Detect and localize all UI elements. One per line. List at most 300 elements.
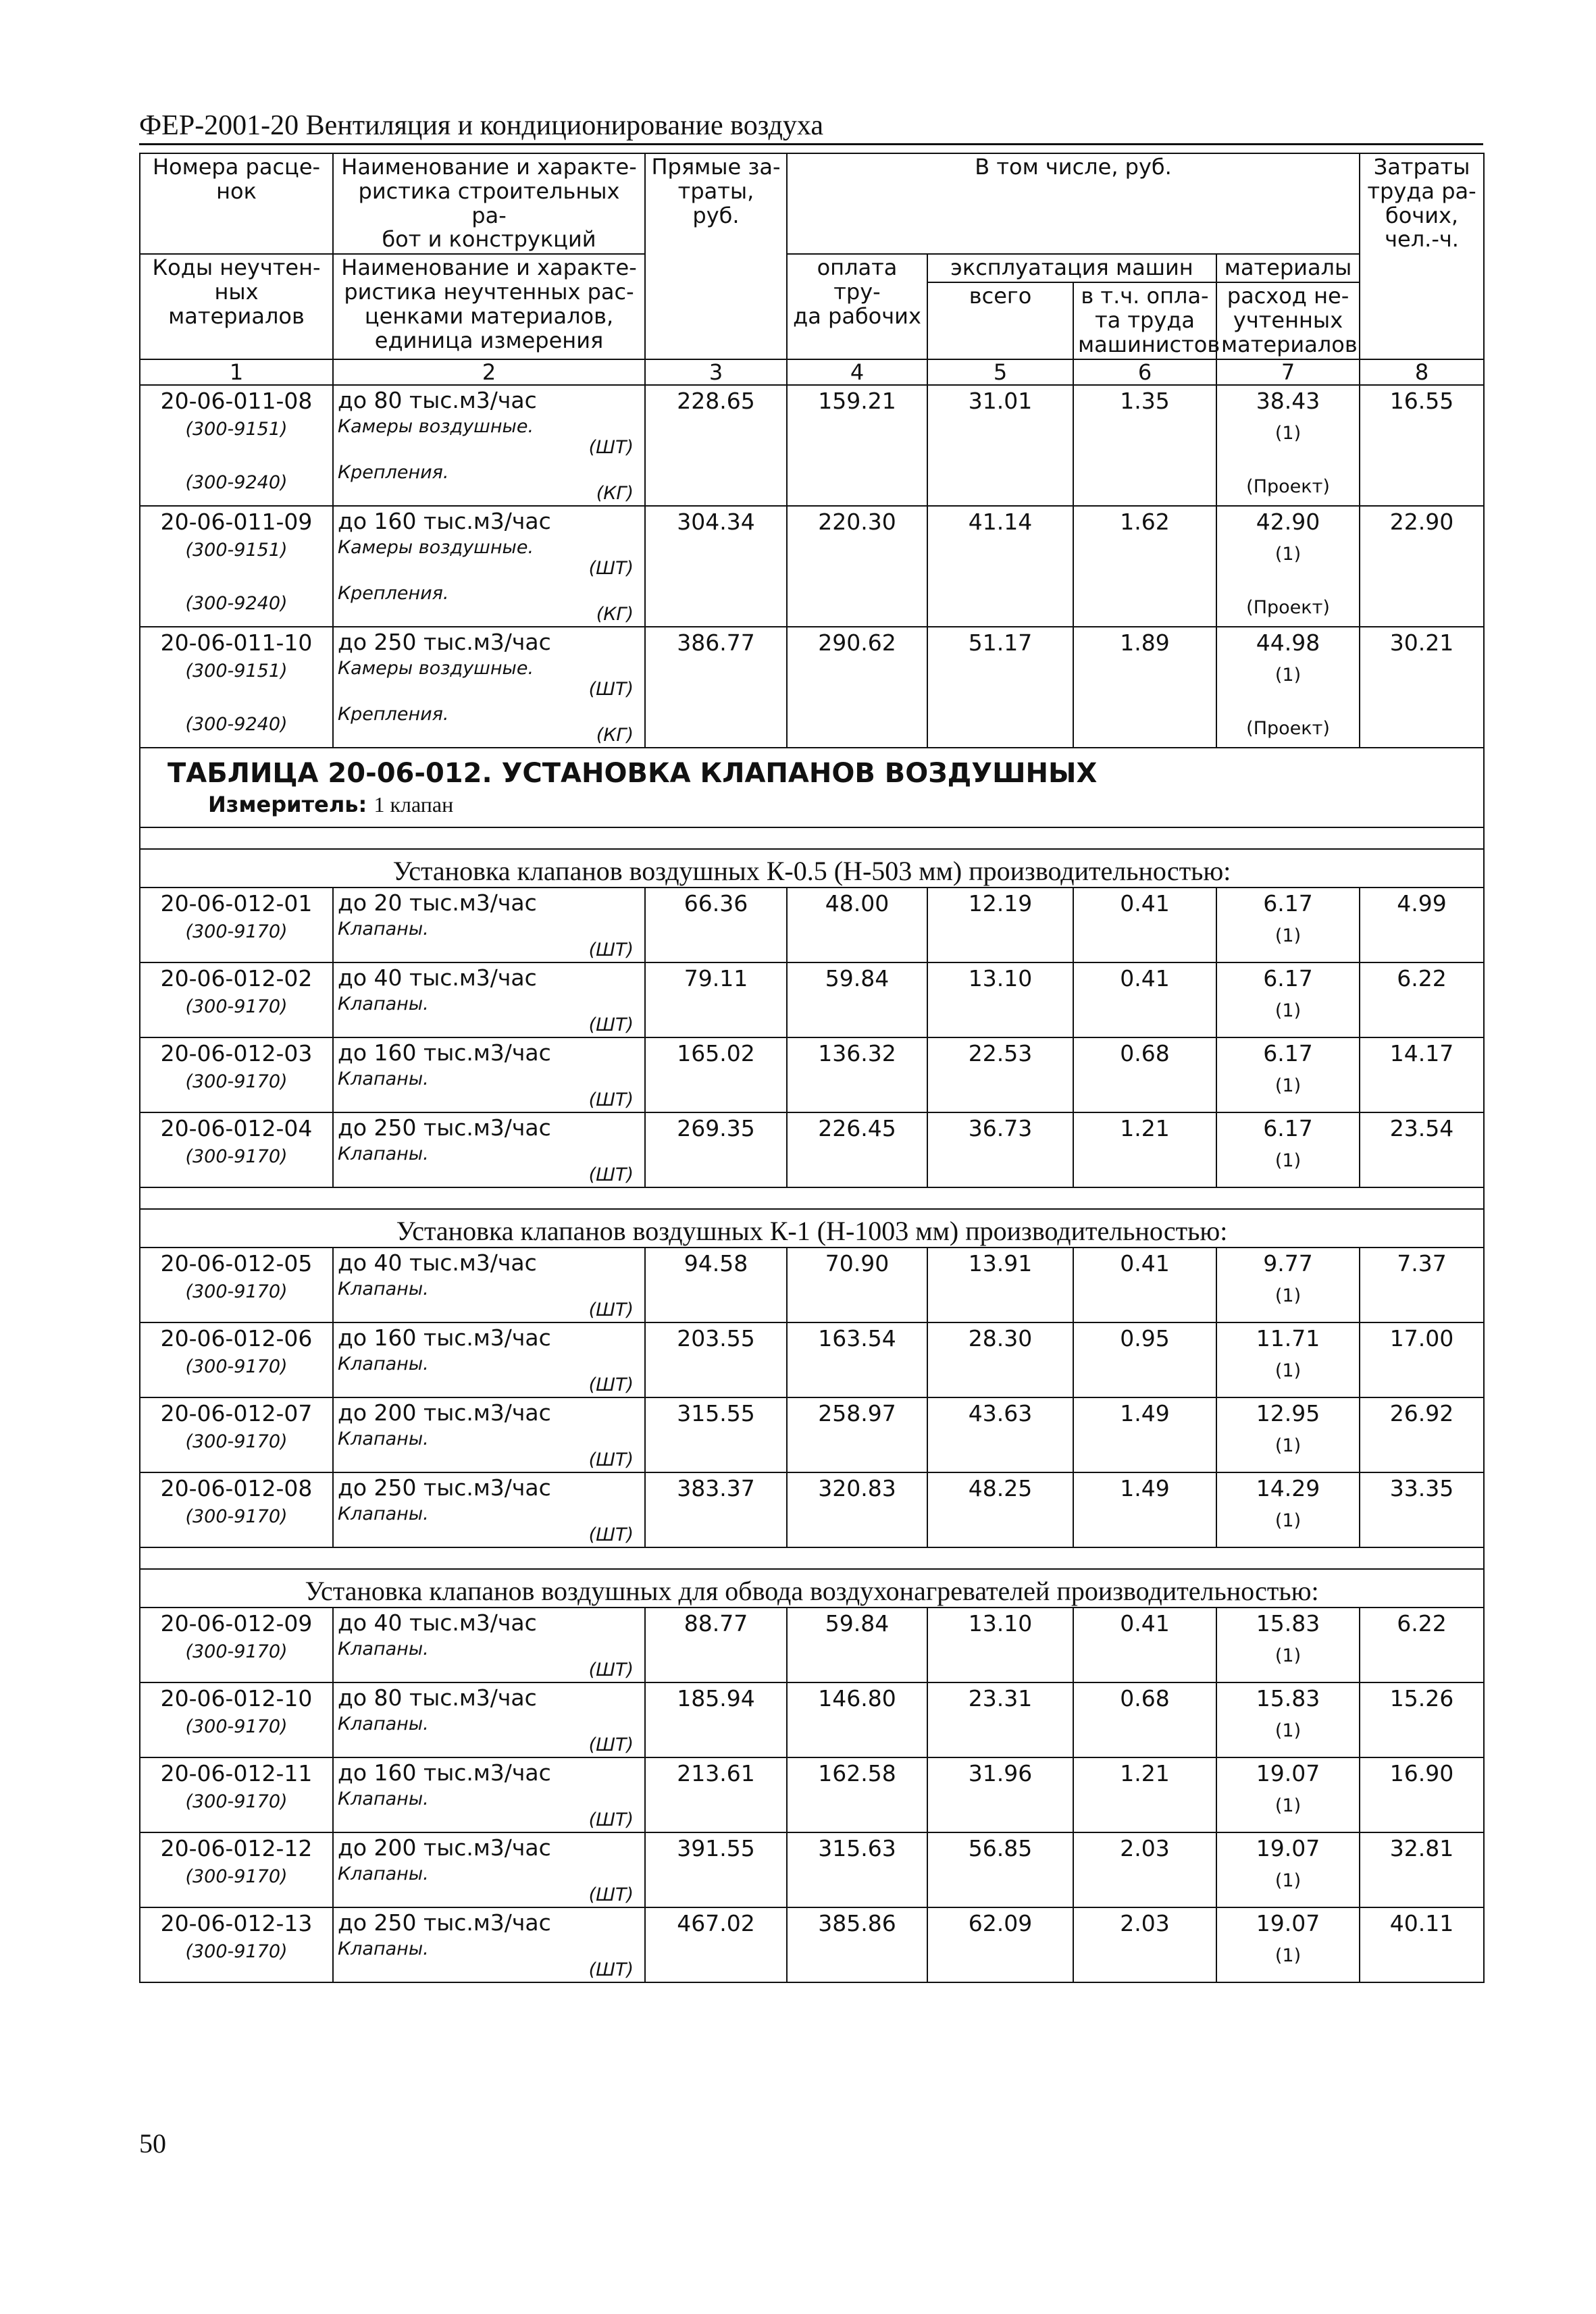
labor-cost: 6.22 bbox=[1397, 965, 1447, 992]
rate-code: 20-06-012-09 bbox=[160, 1610, 313, 1637]
rate-row bbox=[140, 1037, 1484, 1112]
col-number: 2 bbox=[333, 359, 645, 386]
machine-cost-cell bbox=[927, 385, 1073, 506]
section-heading-row bbox=[140, 1209, 1484, 1248]
rate-name-cell bbox=[333, 385, 645, 506]
rate-name: до 250 тыс.м3/час bbox=[338, 629, 551, 656]
rate-name: до 40 тыс.м3/час bbox=[338, 965, 537, 992]
rate-name: до 80 тыс.м3/час bbox=[338, 1685, 537, 1712]
labor-cost: 22.90 bbox=[1389, 509, 1454, 536]
rate-row bbox=[140, 627, 1484, 748]
material-unit: (ШТ) bbox=[588, 1300, 634, 1321]
materials-cell bbox=[1216, 888, 1360, 962]
labor-cost: 15.26 bbox=[1389, 1685, 1454, 1712]
material-qty: (1) bbox=[1275, 925, 1302, 947]
material-code: (300-9170) bbox=[185, 1641, 288, 1663]
workers-pay-cell bbox=[787, 1682, 927, 1757]
direct-cost-cell bbox=[645, 1757, 787, 1832]
machine-cost-cell bbox=[927, 506, 1073, 627]
rate-row bbox=[140, 1608, 1484, 1682]
rate-code-cell bbox=[140, 1112, 333, 1187]
materials-cost: 9.77 bbox=[1263, 1250, 1313, 1277]
materials-cost: 6.17 bbox=[1263, 1040, 1313, 1067]
drivers-pay: 1.49 bbox=[1120, 1475, 1170, 1502]
machine-cost: 31.01 bbox=[968, 388, 1033, 415]
workers-pay-cell bbox=[787, 1832, 927, 1907]
workers-pay: 226.45 bbox=[818, 1115, 896, 1142]
col-name-header: Наименование и характе- ристика строительных ра- бот и конструкций bbox=[333, 153, 645, 254]
materials-cell bbox=[1216, 1112, 1360, 1187]
rate-code: 20-06-011-09 bbox=[160, 509, 313, 536]
page-number: 50 bbox=[139, 2128, 166, 2159]
drivers-pay: 1.49 bbox=[1120, 1400, 1170, 1427]
labor-cell bbox=[1360, 385, 1484, 506]
rate-name-cell bbox=[333, 1112, 645, 1187]
labor-cost: 4.99 bbox=[1397, 890, 1447, 917]
material-unit: (ШТ) bbox=[588, 940, 634, 961]
drivers-pay-cell bbox=[1073, 962, 1216, 1037]
rate-name-cell bbox=[333, 1682, 645, 1757]
rate-row bbox=[140, 1112, 1484, 1187]
machine-cost-cell bbox=[927, 627, 1073, 748]
machine-cost-cell bbox=[927, 1112, 1073, 1187]
materials-cost: 42.90 bbox=[1256, 509, 1320, 536]
section-heading: Установка клапанов воздушных для обвода воздухонагревателей производительностью: bbox=[140, 1569, 1484, 1608]
drivers-pay: 0.68 bbox=[1120, 1685, 1170, 1712]
machine-cost-cell bbox=[927, 1757, 1073, 1832]
material-qty: (1) bbox=[1275, 1870, 1302, 1892]
workers-pay-cell bbox=[787, 1608, 927, 1682]
material-code: (300-9170) bbox=[185, 1356, 288, 1378]
machine-cost: 28.30 bbox=[968, 1325, 1033, 1352]
labor-cell bbox=[1360, 1832, 1484, 1907]
materials-cost: 38.43 bbox=[1256, 388, 1320, 415]
direct-cost: 386.77 bbox=[677, 629, 755, 657]
rate-code: 20-06-012-06 bbox=[160, 1325, 313, 1352]
material-unit: (ШТ) bbox=[588, 1734, 634, 1756]
workers-pay-cell bbox=[787, 1472, 927, 1547]
rate-row bbox=[140, 1682, 1484, 1757]
material-unit: (КГ) bbox=[596, 483, 634, 505]
rate-name: до 160 тыс.м3/час bbox=[338, 1039, 551, 1066]
material-code: (300-9170) bbox=[185, 996, 288, 1018]
section-spacer-row bbox=[140, 1187, 1484, 1209]
drivers-pay: 2.03 bbox=[1120, 1835, 1170, 1862]
labor-cell bbox=[1360, 1397, 1484, 1472]
material-qty: (1) bbox=[1275, 1720, 1302, 1742]
col-machines-header: эксплуатация машин bbox=[927, 254, 1216, 282]
labor-cost: 7.37 bbox=[1397, 1250, 1447, 1277]
rate-name: до 160 тыс.м3/час bbox=[338, 508, 551, 535]
drivers-pay: 0.41 bbox=[1120, 1610, 1170, 1637]
workers-pay: 290.62 bbox=[818, 629, 896, 657]
material-project: (Проект) bbox=[1246, 718, 1330, 740]
labor-cell bbox=[1360, 888, 1484, 962]
rate-code-cell bbox=[140, 1757, 333, 1832]
machine-cost: 56.85 bbox=[968, 1835, 1033, 1862]
rate-name-cell bbox=[333, 962, 645, 1037]
direct-cost: 185.94 bbox=[677, 1685, 755, 1712]
labor-cost: 6.22 bbox=[1397, 1610, 1447, 1637]
direct-cost-cell bbox=[645, 1322, 787, 1397]
drivers-pay: 1.21 bbox=[1120, 1760, 1170, 1787]
machine-cost: 41.14 bbox=[968, 509, 1033, 536]
drivers-pay-cell bbox=[1073, 1832, 1216, 1907]
labor-cell bbox=[1360, 1112, 1484, 1187]
rate-name-cell bbox=[333, 1037, 645, 1112]
direct-cost-cell bbox=[645, 506, 787, 627]
rate-row bbox=[140, 962, 1484, 1037]
labor-cost: 14.17 bbox=[1389, 1040, 1454, 1067]
rate-code: 20-06-012-07 bbox=[160, 1400, 313, 1427]
drivers-pay: 1.62 bbox=[1120, 509, 1170, 536]
drivers-pay: 0.41 bbox=[1120, 965, 1170, 992]
header-rule bbox=[139, 143, 1483, 145]
machine-cost: 36.73 bbox=[968, 1115, 1033, 1142]
col-number: 4 bbox=[787, 359, 927, 386]
direct-cost-cell bbox=[645, 1397, 787, 1472]
header-row-2 bbox=[140, 254, 1484, 282]
rate-code-cell bbox=[140, 1907, 333, 1982]
section-spacer bbox=[140, 1547, 1484, 1569]
rate-code: 20-06-011-10 bbox=[160, 629, 313, 657]
material-name: Клапаны. bbox=[338, 1639, 429, 1660]
direct-cost: 391.55 bbox=[677, 1835, 755, 1862]
rate-code: 20-06-012-05 bbox=[160, 1250, 313, 1277]
col-labor-header: Затраты труда ра- бочих, чел.-ч. bbox=[1360, 153, 1484, 359]
labor-cell bbox=[1360, 627, 1484, 748]
rate-name: до 160 тыс.м3/час bbox=[338, 1325, 551, 1352]
rate-name: до 20 тыс.м3/час bbox=[338, 890, 537, 917]
material-unit: (ШТ) bbox=[588, 1449, 634, 1471]
machine-cost: 23.31 bbox=[968, 1685, 1033, 1712]
rate-row bbox=[140, 1832, 1484, 1907]
materials-cost: 15.83 bbox=[1256, 1685, 1320, 1712]
workers-pay: 220.30 bbox=[818, 509, 896, 536]
rate-row bbox=[140, 888, 1484, 962]
direct-cost: 88.77 bbox=[684, 1610, 748, 1637]
rate-code-cell bbox=[140, 1037, 333, 1112]
material-qty: (1) bbox=[1275, 1000, 1302, 1022]
direct-cost-cell bbox=[645, 962, 787, 1037]
materials-cost: 6.17 bbox=[1263, 1115, 1313, 1142]
material-qty: (1) bbox=[1275, 544, 1302, 565]
rate-name: до 250 тыс.м3/час bbox=[338, 1909, 551, 1936]
materials-cost: 19.07 bbox=[1256, 1835, 1320, 1862]
material-code: (300-9170) bbox=[185, 1071, 288, 1093]
materials-cell bbox=[1216, 506, 1360, 627]
col-codes-header: Номера расце- нок bbox=[140, 153, 333, 254]
material-code: (300-9240) bbox=[185, 472, 288, 494]
workers-pay: 162.58 bbox=[818, 1760, 896, 1787]
direct-cost-cell bbox=[645, 1907, 787, 1982]
col-number: 7 bbox=[1216, 359, 1360, 386]
material-code: (300-9170) bbox=[185, 1506, 288, 1528]
material-name: Крепления. bbox=[338, 704, 449, 725]
machine-cost: 62.09 bbox=[968, 1910, 1033, 1937]
materials-cell bbox=[1216, 385, 1360, 506]
rate-name-cell bbox=[333, 1472, 645, 1547]
direct-cost: 203.55 bbox=[677, 1325, 755, 1352]
table-title: ТАБЛИЦА 20-06-012. УСТАНОВКА КЛАПАНОВ ВОЗДУШНЫХ bbox=[168, 758, 1098, 790]
material-unit: (ШТ) bbox=[588, 1809, 634, 1831]
rate-name: до 200 тыс.м3/час bbox=[338, 1834, 551, 1861]
material-project: (Проект) bbox=[1246, 476, 1330, 498]
drivers-pay-cell bbox=[1073, 506, 1216, 627]
direct-cost: 269.35 bbox=[677, 1115, 755, 1142]
labor-cost: 40.11 bbox=[1389, 1910, 1454, 1937]
material-name: Клапаны. bbox=[338, 994, 429, 1015]
machine-cost: 13.10 bbox=[968, 965, 1033, 992]
direct-cost: 228.65 bbox=[677, 388, 755, 415]
machine-cost: 43.63 bbox=[968, 1400, 1033, 1427]
machine-cost: 48.25 bbox=[968, 1475, 1033, 1502]
materials-cell bbox=[1216, 1832, 1360, 1907]
material-code: (300-9170) bbox=[185, 1431, 288, 1453]
section-spacer-row bbox=[140, 827, 1484, 849]
table-title-cell bbox=[140, 748, 1484, 827]
material-unit: (ШТ) bbox=[588, 1884, 634, 1906]
measure-line bbox=[168, 792, 1456, 817]
rate-row bbox=[140, 1322, 1484, 1397]
materials-cost: 11.71 bbox=[1256, 1325, 1320, 1352]
rate-row bbox=[140, 1248, 1484, 1322]
materials-cell bbox=[1216, 1608, 1360, 1682]
material-project: (Проект) bbox=[1246, 597, 1330, 619]
drivers-pay-cell bbox=[1073, 385, 1216, 506]
drivers-pay-cell bbox=[1073, 1472, 1216, 1547]
measure-label: Измеритель: bbox=[208, 792, 367, 818]
material-code: (300-9170) bbox=[185, 1146, 288, 1168]
drivers-pay: 1.35 bbox=[1120, 388, 1170, 415]
material-name: Клапаны. bbox=[338, 1279, 429, 1300]
rate-name-cell bbox=[333, 506, 645, 627]
labor-cost: 23.54 bbox=[1389, 1115, 1454, 1142]
rate-name: до 200 тыс.м3/час bbox=[338, 1399, 551, 1426]
rate-row bbox=[140, 385, 1484, 506]
material-unit: (ШТ) bbox=[588, 1164, 634, 1186]
page-header-title: ФЕР-2001-20 Вентиляция и кондиционирование воздуха bbox=[139, 110, 824, 141]
labor-cost: 16.90 bbox=[1389, 1760, 1454, 1787]
rate-code-cell bbox=[140, 888, 333, 962]
section-heading: Установка клапанов воздушных К-1 (Н-1003 мм) производительностью: bbox=[140, 1209, 1484, 1248]
col-matcodes-header: Коды неучтен- ных материалов bbox=[140, 254, 333, 359]
labor-cell bbox=[1360, 1757, 1484, 1832]
material-qty: (1) bbox=[1275, 1150, 1302, 1172]
drivers-pay-cell bbox=[1073, 888, 1216, 962]
direct-cost-cell bbox=[645, 1682, 787, 1757]
section-heading-row bbox=[140, 1569, 1484, 1608]
material-qty: (1) bbox=[1275, 1795, 1302, 1817]
rate-row bbox=[140, 1397, 1484, 1472]
machine-cost-cell bbox=[927, 962, 1073, 1037]
material-name: Клапаны. bbox=[338, 919, 429, 940]
direct-cost: 304.34 bbox=[677, 509, 755, 536]
rate-code: 20-06-011-08 bbox=[160, 388, 313, 415]
material-unit: (ШТ) bbox=[588, 558, 634, 580]
material-code: (300-9151) bbox=[185, 419, 288, 440]
rate-name-cell bbox=[333, 1397, 645, 1472]
machine-cost: 31.96 bbox=[968, 1760, 1033, 1787]
rate-name-cell bbox=[333, 1608, 645, 1682]
rates-table bbox=[139, 153, 1485, 1983]
direct-cost-cell bbox=[645, 1832, 787, 1907]
workers-pay-cell bbox=[787, 1757, 927, 1832]
material-code: (300-9170) bbox=[185, 1716, 288, 1738]
material-name: Клапаны. bbox=[338, 1069, 429, 1090]
col-direct-header: Прямые за- траты, руб. bbox=[645, 153, 787, 359]
workers-pay: 70.90 bbox=[825, 1250, 890, 1277]
machine-cost-cell bbox=[927, 1037, 1073, 1112]
materials-cost: 44.98 bbox=[1256, 629, 1320, 657]
col-mach-total-header: всего bbox=[927, 282, 1073, 359]
direct-cost: 467.02 bbox=[677, 1910, 755, 1937]
rate-row bbox=[140, 1472, 1484, 1547]
rate-name: до 80 тыс.м3/час bbox=[338, 387, 537, 414]
workers-pay: 59.84 bbox=[825, 965, 890, 992]
labor-cell bbox=[1360, 1472, 1484, 1547]
direct-cost: 94.58 bbox=[684, 1250, 748, 1277]
labor-cost: 26.92 bbox=[1389, 1400, 1454, 1427]
rate-code-cell bbox=[140, 1322, 333, 1397]
materials-cost: 19.07 bbox=[1256, 1910, 1320, 1937]
workers-pay: 320.83 bbox=[818, 1475, 896, 1502]
material-qty: (1) bbox=[1275, 1075, 1302, 1097]
material-code: (300-9240) bbox=[185, 714, 288, 736]
drivers-pay: 0.68 bbox=[1120, 1040, 1170, 1067]
workers-pay: 315.63 bbox=[818, 1835, 896, 1862]
workers-pay: 163.54 bbox=[818, 1325, 896, 1352]
drivers-pay: 0.41 bbox=[1120, 890, 1170, 917]
rate-code-cell bbox=[140, 627, 333, 748]
materials-cell bbox=[1216, 1682, 1360, 1757]
direct-cost-cell bbox=[645, 385, 787, 506]
machine-cost-cell bbox=[927, 1682, 1073, 1757]
rate-name: до 250 тыс.м3/час bbox=[338, 1474, 551, 1501]
workers-pay-cell bbox=[787, 385, 927, 506]
direct-cost-cell bbox=[645, 1608, 787, 1682]
rate-name: до 160 тыс.м3/час bbox=[338, 1759, 551, 1786]
material-name: Клапаны. bbox=[338, 1938, 429, 1960]
materials-cell bbox=[1216, 962, 1360, 1037]
rate-name-cell bbox=[333, 1248, 645, 1322]
col-workers-header: оплата тру- да рабочих bbox=[787, 254, 927, 359]
rate-code: 20-06-012-02 bbox=[160, 965, 313, 992]
material-unit: (ШТ) bbox=[588, 679, 634, 700]
col-number: 1 bbox=[140, 359, 333, 386]
rate-name: до 250 тыс.м3/час bbox=[338, 1114, 551, 1141]
workers-pay-cell bbox=[787, 627, 927, 748]
rate-name-cell bbox=[333, 1832, 645, 1907]
labor-cell bbox=[1360, 1322, 1484, 1397]
rate-row bbox=[140, 506, 1484, 627]
machine-cost-cell bbox=[927, 1472, 1073, 1547]
material-qty: (1) bbox=[1275, 1645, 1302, 1667]
labor-cell bbox=[1360, 1037, 1484, 1112]
workers-pay: 59.84 bbox=[825, 1610, 890, 1637]
material-unit: (ШТ) bbox=[588, 1660, 634, 1681]
rate-name-cell bbox=[333, 1757, 645, 1832]
rate-row bbox=[140, 1757, 1484, 1832]
col-number: 5 bbox=[927, 359, 1073, 386]
material-name: Клапаны. bbox=[338, 1503, 429, 1525]
material-qty: (1) bbox=[1275, 1435, 1302, 1457]
measure-value: 1 клапан bbox=[374, 792, 454, 817]
rate-code: 20-06-012-08 bbox=[160, 1475, 313, 1502]
workers-pay-cell bbox=[787, 1322, 927, 1397]
section-heading-row bbox=[140, 849, 1484, 888]
direct-cost-cell bbox=[645, 1248, 787, 1322]
materials-cost: 19.07 bbox=[1256, 1760, 1320, 1787]
machine-cost: 13.91 bbox=[968, 1250, 1033, 1277]
material-code: (300-9170) bbox=[185, 1791, 288, 1813]
material-qty: (1) bbox=[1275, 665, 1302, 686]
workers-pay: 159.21 bbox=[818, 388, 896, 415]
materials-cost: 14.29 bbox=[1256, 1475, 1320, 1502]
drivers-pay: 0.41 bbox=[1120, 1250, 1170, 1277]
materials-cell bbox=[1216, 1907, 1360, 1982]
rate-code-cell bbox=[140, 1397, 333, 1472]
rate-row bbox=[140, 1907, 1484, 1982]
machine-cost-cell bbox=[927, 1397, 1073, 1472]
drivers-pay-cell bbox=[1073, 1322, 1216, 1397]
direct-cost-cell bbox=[645, 888, 787, 962]
col-incl-header: В том числе, руб. bbox=[787, 153, 1360, 254]
direct-cost: 165.02 bbox=[677, 1040, 755, 1067]
rate-code: 20-06-012-10 bbox=[160, 1685, 313, 1712]
material-unit: (КГ) bbox=[596, 725, 634, 746]
machine-cost-cell bbox=[927, 1832, 1073, 1907]
drivers-pay-cell bbox=[1073, 1248, 1216, 1322]
col-number: 3 bbox=[645, 359, 787, 386]
material-name: Клапаны. bbox=[338, 1714, 429, 1735]
labor-cell bbox=[1360, 962, 1484, 1037]
direct-cost-cell bbox=[645, 1112, 787, 1187]
material-code: (300-9240) bbox=[185, 593, 288, 615]
material-name: Крепления. bbox=[338, 462, 449, 484]
material-code: (300-9151) bbox=[185, 540, 288, 561]
labor-cost: 17.00 bbox=[1389, 1325, 1454, 1352]
material-code: (300-9151) bbox=[185, 661, 288, 682]
drivers-pay-cell bbox=[1073, 1037, 1216, 1112]
direct-cost: 213.61 bbox=[677, 1760, 755, 1787]
material-qty: (1) bbox=[1275, 1285, 1302, 1307]
labor-cost: 32.81 bbox=[1389, 1835, 1454, 1862]
col-number: 6 bbox=[1073, 359, 1216, 386]
materials-cost: 6.17 bbox=[1263, 965, 1313, 992]
col-mat-qty-header: расход не- учтенных материалов bbox=[1216, 282, 1360, 359]
direct-cost: 383.37 bbox=[677, 1475, 755, 1502]
materials-cell bbox=[1216, 1472, 1360, 1547]
labor-cost: 33.35 bbox=[1389, 1475, 1454, 1502]
material-code: (300-9170) bbox=[185, 1866, 288, 1888]
material-unit: (ШТ) bbox=[588, 1959, 634, 1981]
machine-cost: 12.19 bbox=[968, 890, 1033, 917]
rate-code-cell bbox=[140, 962, 333, 1037]
machine-cost: 51.17 bbox=[968, 629, 1033, 657]
rate-code: 20-06-012-04 bbox=[160, 1115, 313, 1142]
section-spacer bbox=[140, 1187, 1484, 1209]
workers-pay-cell bbox=[787, 1037, 927, 1112]
labor-cell bbox=[1360, 1907, 1484, 1982]
rate-name-cell bbox=[333, 1322, 645, 1397]
material-name: Камеры воздушные. bbox=[338, 658, 534, 679]
direct-cost-cell bbox=[645, 1037, 787, 1112]
labor-cost: 30.21 bbox=[1389, 629, 1454, 657]
rate-code-cell bbox=[140, 1832, 333, 1907]
drivers-pay-cell bbox=[1073, 1112, 1216, 1187]
rate-name: до 40 тыс.м3/час bbox=[338, 1610, 537, 1637]
